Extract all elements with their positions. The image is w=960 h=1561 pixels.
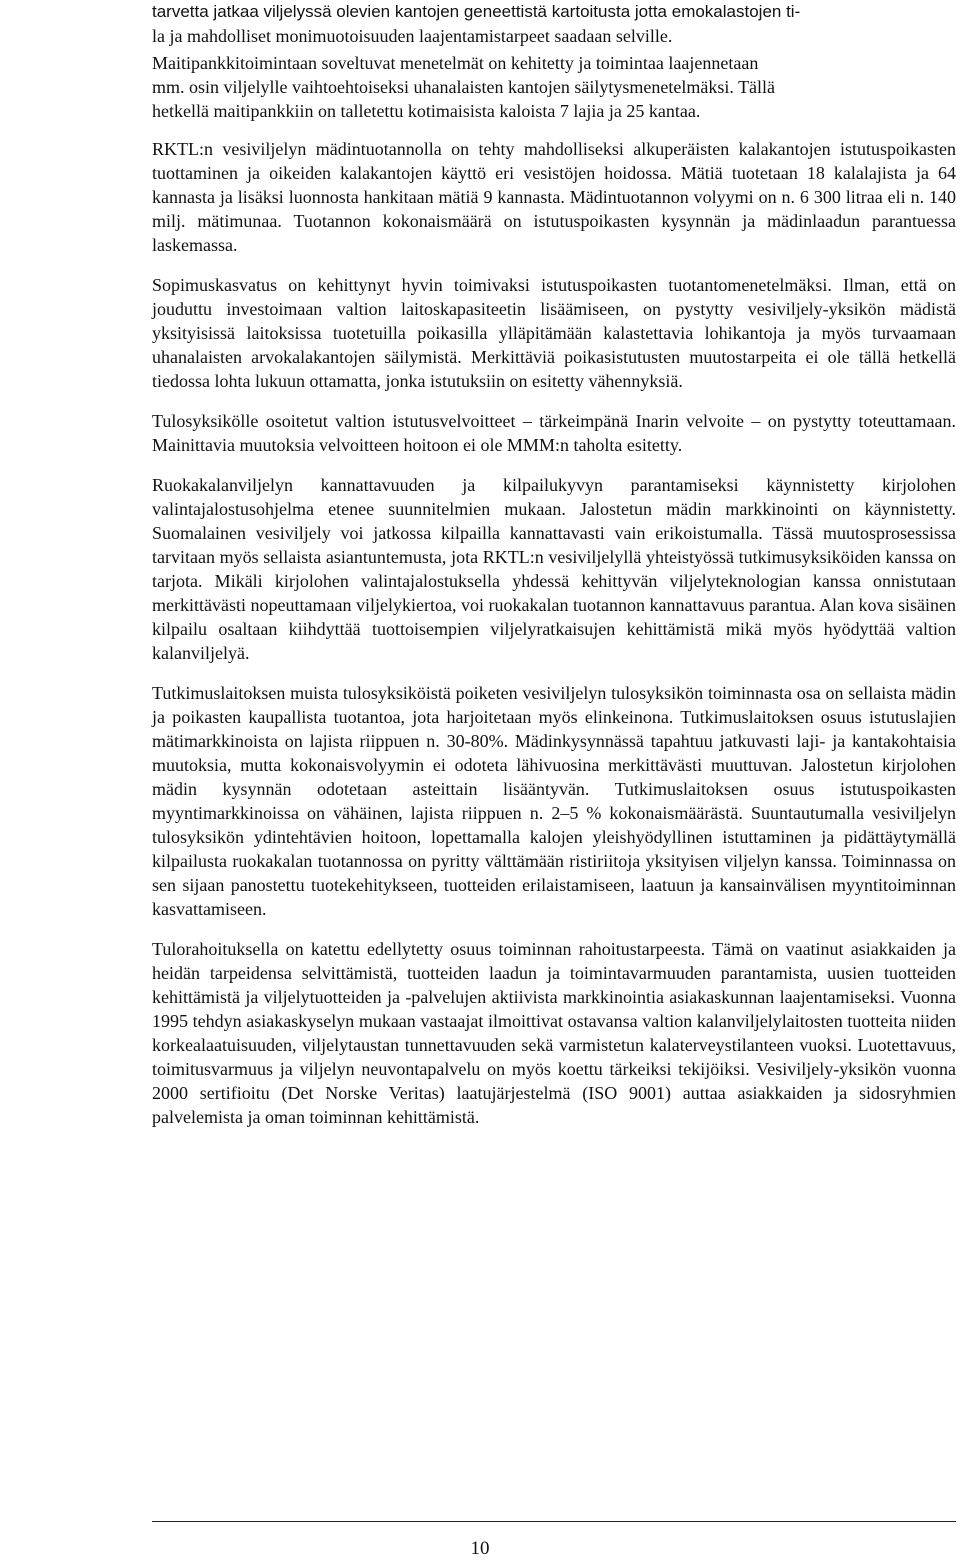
intro-text-block (152, 0, 956, 123)
intro-line: hetkellä maitipankkiin on talletettu kotimaisista kaloista 7 lajia ja 25 kantaa. (152, 101, 701, 121)
document-page (152, 0, 956, 1145)
paragraph-tulorahoitus: Tulorahoituksella on katettu edellytetty osuus toiminnan rahoitustarpeesta. Tämä on vaatinut asiakkaiden ja heidän tarpeidensa selvittämistä, tuotteiden laadun ja toimintavarmuuden parantamista, uusien tuotteiden kehittämistä ja viljelytuotteiden ja -palvelujen aktiivista markkinointia asiakaskunnan laajentamiseksi. Vuonna 1995 tehdyn asiakaskyselyn mukaan vastaajat ilmoittivat ostavansa valtion kalanviljelylaitosten tuotteita niiden korkealaatuisuuden, viljelytaustan tunnettavuuden sekä varmistetun kalaterveystilanteen vuoksi. Luotettavuus, toimitusvarmuus ja viljelyn neuvontapalvelu on myös koettu tärkeiksi tekijöiksi. Vesiviljely-yksikön vuonna 2000 sertifioitu (Det Norske Veritas) laatujärjestelmä (ISO 9001) auttaa asiakkaiden ja sidosryhmien palvelemista ja oman toiminnan kehittämistä. (152, 939, 956, 1127)
page-number: 10 (470, 1538, 490, 1559)
intro-line: tarvetta jatkaa viljelyssä olevien kantojen geneettistä kartoitusta jotta emokalastojen ti- (152, 2, 801, 21)
footer-divider (152, 1521, 956, 1522)
paragraph-sopimuskasvatus: Sopimuskasvatus on kehittynyt hyvin toimivaksi istutuspoikasten tuotantomenetelmäksi. Ilman, että on jouduttu investoimaan valtion laitoskapasiteetin lisäämiseen, on pystytty vesiviljely-yksikön mädistä yksityisissä laitoksissa tuotetuilla poikasilla ylläpitämään kalastettavia lohikantoja ja myös turvaamaan uhanalaisten arvokalakantojen säilymistä. Merkittäviä poikasistutusten muutostarpeita ei ole tällä hetkellä tiedossa lohta lukuun ottamatta, jonka istutuksiin on esitetty vähennyksiä. (152, 275, 956, 391)
paragraph-istutusvelvoitteet: Tulosyksikölle osoitetut valtion istutusvelvoitteet – tärkeimpänä Inarin velvoite – on pystytty toteuttamaan. Mainittavia muutoksia velvoitteen hoitoon ei ole MMM:n taholta esitetty. (152, 411, 956, 455)
paragraph-ruokakalanviljely: Ruokakalanviljelyn kannattavuuden ja kilpailukyvyn parantamiseksi käynnistetty kirjolohen valintajalostusohjelma etenee suunnitelmien mukaan. Jalostetun mädin markkinointi on käynnistetty. Suomalainen vesiviljely voi jatkossa kilpailla kannattavasti vain erikoistumalla. Tässä muutosprosessissa tarvitaan myös sellaista asiantuntemusta, jota RKTL:n vesiviljelyllä yhteistyössä tutkimusyksiköiden kanssa on tarjota. Mikäli kirjolohen valintajalostuksella yhdessä kehittyvän viljelyteknologian kanssa onnistutaan merkittävästi nopeuttamaan viljelykiertoa, voi ruokakalan tuotannon kannattavuus parantua. Alan kova sisäinen kilpailu osaltaan kiihdyttää tuottoisempien viljelyratkaisujen kehittämistä mikä myös hyödyttää valtion kalanviljelyä. (152, 475, 956, 663)
intro-line: Maitipankkitoimintaan soveltuvat menetelmät on kehitetty ja toimintaa laajennetaan (152, 53, 759, 73)
paragraph-rktl-mädintuotanto: RKTL:n vesiviljelyn mädintuotannolla on tehty mahdolliseksi alkuperäisten kalakantojen istutuspoikasten tuottaminen ja oikeiden kalakantojen käyttö eri vesistöjen hoidossa. Mätiä tuotetaan 18 kalalajista ja 64 kannasta ja lisäksi luonnosta hankitaan mätiä 9 kannasta. Mädintuotannon volyymi on n. 6 300 litraa eli n. 140 milj. mätimunaa. Tuotannon kokonaismäärä on istutuspoikasten kysynnän ja mädinlaadun parantuessa laskemassa. (152, 139, 956, 255)
paragraph-tulosyksikot: Tutkimuslaitoksen muista tulosyksiköistä poiketen vesiviljelyn tulosyksikön toiminnasta osa on sellaista mädin ja poikasten kaupallista tuotantoa, jota harjoitetaan myös elinkeinona. Tutkimuslaitoksen osuus istutuslajien mätimarkkinoista on lajista riippuen n. 30-80%. Mädinkysynnässä tapahtuu jatkuvasti laji- ja kantakohtaisia muutoksia, mutta kokonaisvolyymin ei odoteta lähivuosina merkittävästi muuttuvan. Jalostetun kirjolohen mädin kysynnän odotetaan asteittain lisääntyvän. Tutkimuslaitoksen osuus istutuspoikasten myyntimarkkinoissa on vähäinen, lajista riippuen n. 2–5 % kokonaismäärästä. Suuntautumalla vesiviljelyn tulosyksikön ydintehtävien hoitoon, lopettamalla kalojen yleishyödyllinen istuttaminen ja pidättäytymällä kilpailusta ruokakalan tuotannossa on pyritty välttämään ristiriitoja yksityisen viljelyn kanssa. Toiminnassa on sen sijaan panostettu tuotekehitykseen, tuotteiden erilaistamiseen, laatuun ja kansainvälisen myyntitoiminnan kasvattamiseen. (152, 683, 956, 919)
intro-line: mm. osin viljelylle vaihtoehtoiseksi uhanalaisten kantojen säilytysmenetelmäksi. Tällä (152, 77, 776, 97)
intro-line: la ja mahdolliset monimuotoisuuden laajentamistarpeet saadaan selville. (152, 26, 673, 46)
